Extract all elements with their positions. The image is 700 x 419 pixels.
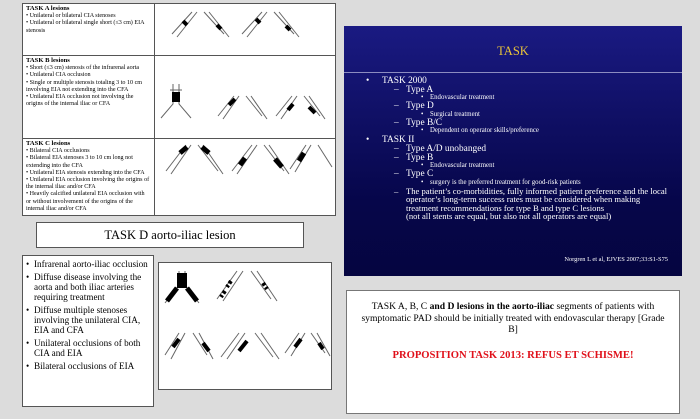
panel-divider bbox=[344, 72, 682, 73]
conclusion-text: TASK A, B, C and D lesions in the aorto-iliac segments of patients with symptomatic PAD should be initially treated with endovascular therapy [Grade B] bbox=[361, 301, 665, 335]
panel-title: TASK bbox=[497, 44, 529, 58]
task-c-row bbox=[23, 139, 335, 215]
task-a-item: • Unilateral or bilateral single short (≤3 cm) EIA stenosis bbox=[26, 20, 145, 34]
task-c-item: • Heavily calcified unilateral EIA occlusion with or without involvement of the origins of the internal iliac and/or CFA bbox=[26, 191, 145, 212]
task-d-item: • Bilateral occlusions of EIA bbox=[26, 361, 135, 371]
conclusion-box bbox=[346, 290, 680, 414]
type-bc-item: – Type B/C bbox=[394, 117, 443, 128]
task-d-artery-diagram bbox=[159, 263, 331, 389]
task-classification-table bbox=[22, 3, 336, 216]
task-b-item: • Unilateral EIA occlusion not involving the origins of the internal iliac or CFA bbox=[26, 94, 134, 108]
task-c-title: TASK C lesions bbox=[26, 140, 71, 147]
type-ad-item: – Type A/D unobanged bbox=[394, 143, 487, 154]
task-c-item: • Unilateral EIA stenosis extending into the CFA bbox=[26, 169, 145, 176]
task-a-title: TASK A lesions bbox=[26, 5, 70, 12]
task-d-title: TASK D aorto-iliac lesion bbox=[104, 228, 236, 242]
task-summary-panel bbox=[344, 26, 682, 276]
type-b-item: – Type B bbox=[394, 152, 434, 163]
type-d-item: – Type D bbox=[394, 101, 434, 112]
type-b-note: • Endovascular treatment bbox=[421, 162, 495, 170]
type-a-item: – Type A bbox=[394, 84, 434, 95]
task-a-text bbox=[23, 4, 155, 55]
stents-note: (not all stents are equal, but also not all operators are equal) bbox=[406, 211, 612, 222]
task-a-diagrams bbox=[156, 4, 335, 55]
task-b-title: TASK B lesions bbox=[26, 57, 70, 64]
type-bc-note: • Dependent on operator skills/preference bbox=[421, 127, 539, 135]
task-c-item: • Bilateral EIA stenoses 3 to 10 cm long not extending into the CFA bbox=[26, 155, 133, 169]
type-c-item: – Type C bbox=[394, 169, 434, 180]
task-d-diagrams bbox=[158, 262, 332, 390]
panel-body bbox=[366, 76, 672, 221]
type-a-note: • Endovascular treatment bbox=[421, 94, 495, 102]
task-2000-heading: • TASK 2000 bbox=[366, 76, 427, 86]
task-d-title-box bbox=[36, 222, 304, 248]
proposition-headline: PROPOSITION TASK 2013: REFUS ET SCHISME! bbox=[392, 349, 634, 361]
task-d-item: • Infrarenal aorto-iliac occlusion bbox=[26, 259, 148, 269]
comorbidities-item: – The patient’s co-morbidities, fully informed patient preference and the local operator’s long-term success rates must be considered when making treatment recommendations for type B and type C lesions bbox=[394, 185, 668, 213]
task-b-item: • Unilateral CIA occlusion bbox=[26, 72, 91, 79]
task-c-artery-diagram bbox=[156, 139, 334, 214]
task-a-item: • Unilateral or bilateral CIA stenoses bbox=[26, 13, 116, 20]
reference-citation: Norgren L et al, EJVES 2007;33:S1-S75 bbox=[564, 256, 668, 263]
task-b-item: • Short (≤3 cm) stenosis of the infrarenal aorta bbox=[26, 65, 140, 72]
task-b-row bbox=[23, 56, 335, 139]
task-b-diagrams bbox=[156, 56, 335, 138]
task-b-artery-diagram bbox=[156, 56, 334, 136]
type-d-note: • Surgical treatment bbox=[421, 110, 480, 118]
task-c-item: • Unilateral EIA occlusion involving the origins of the internal iliac and/or CFA bbox=[26, 177, 150, 191]
task-a-artery-diagram bbox=[156, 4, 334, 54]
task-a-row bbox=[23, 4, 335, 56]
task-d-criteria-list bbox=[22, 255, 154, 407]
type-c-note: • surgery is the preferred treatment for good-risk patients bbox=[421, 178, 581, 186]
conclusion-bold: and D lesions in the aorto-iliac bbox=[429, 301, 555, 312]
task-d-item: • Diffuse multiple stenoses involving the unilateral CIA, EIA and CFA bbox=[26, 305, 141, 335]
task-2-heading: • TASK II bbox=[366, 135, 415, 146]
task-d-item: • Unilateral occlusions of both CIA and EIA bbox=[26, 338, 141, 358]
task-c-item: • Bilateral CIA occlusions bbox=[26, 148, 90, 155]
task-c-text bbox=[23, 139, 155, 215]
task-c-diagrams bbox=[156, 139, 335, 215]
task-b-item: • Single or multiple stenosis totaling 3 to 10 cm involving EIA not extending into the CFA bbox=[26, 79, 143, 93]
task-b-text bbox=[23, 56, 155, 138]
task-d-item: • Diffuse disease involving the aorta and both iliac arteries requiring treatment bbox=[26, 272, 142, 302]
